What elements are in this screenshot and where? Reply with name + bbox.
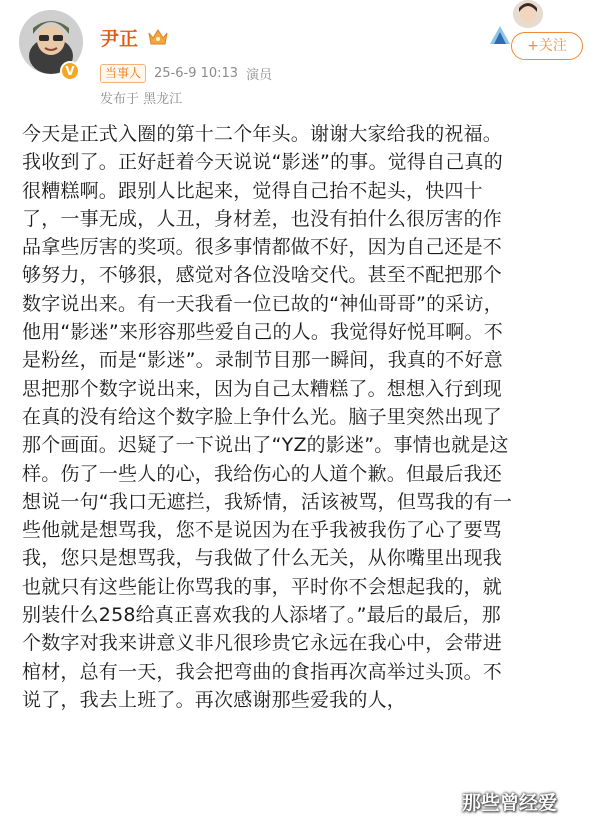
mini-avatar [513,0,543,28]
post-text-line: 他用“影迷”来形容那些爱自己的人。我觉得好悦耳啊。不 [22,321,503,344]
post-text-line: 个数字对我来讲意义非凡很珍贵它永远在我心中，会带进 [22,632,503,655]
verified-badge-icon: V [60,61,80,81]
post-text-line: 我收到了。正好赶着今天说说“影迷”的事。觉得自己真的 [22,151,503,174]
triangle-shape-icon [488,24,512,48]
post-datetime: 25-6-9 10:13 [154,65,239,81]
author-role: 演员 [246,67,273,83]
post-text-line: 说了，我去上班了。再次感谢那些爱我的人， [22,688,407,711]
post-text-line: 很糟糕啊。跟别人比起来，觉得自己抬不起头，快四十 [22,179,483,202]
post-content [22,120,582,714]
post-text-line: 我，您只是想骂我，与我做了什么无关，从你嘴里出现我 [22,547,503,570]
post-text-line: 想说一句“我口无遮拦，我矫情，活该被骂，但骂我的有一 [22,490,513,513]
crown-icon [147,27,169,47]
post-text-line: 在真的没有给这个数字脸上争什么光。脑子里突然出现了 [22,405,503,428]
post-text-line: 数字说出来。有一天我看一位已故的“神仙哥哥”的采访， [22,292,503,315]
post-header [0,0,600,118]
post-text-line: 那个画面。迟疑了一下说出了“YZ的影迷”。事情也就是这 [22,434,509,457]
post-text-line: 棺材，总有一天，我会把弯曲的食指再次高举过头顶。不 [22,660,503,683]
post-text-line: 品拿些厉害的奖项。很多事情都做不好，因为自己还是不 [22,236,503,259]
follow-button[interactable]: +关注 [511,32,583,60]
post-meta [100,63,280,83]
post-text-line: 些他就是想骂我，您不是说因为在乎我被我伤了心了要骂 [22,519,503,542]
post-text-line: 别装什么258给真正喜欢我的人添堵了。”最后的最后，那 [22,604,502,627]
party-tag: 当事人 [100,64,146,83]
post-text-line: 今天是正式入圈的第十二个年头。谢谢大家给我的祝福。 [22,123,503,145]
post-text-line: 思把那个数字说出来，因为自己太糟糕了。想想入行到现 [22,377,503,400]
watermark: 那些曾经爱 [462,792,558,814]
post-text-line: 了，一事无成，人丑，身材差，也没有拍什么很厉害的作 [22,207,503,230]
post-text-line: 是粉丝，而是“影迷”。录制节目那一瞬间，我真的不好意 [22,349,503,372]
post-text-line: 也就只有这些能让你骂我的事，平时你不会想起我的，就 [22,575,503,598]
author-name[interactable]: 尹正 [100,28,139,50]
post-text-line: 够努力，不够狠，感觉对各位没啥交代。甚至不配把那个 [22,264,503,287]
post-text-line: 样。伤了一些人的心，我给伤心的人道个歉。但最后我还 [22,462,503,485]
post-location: 发布于 黑龙江 [100,92,183,107]
